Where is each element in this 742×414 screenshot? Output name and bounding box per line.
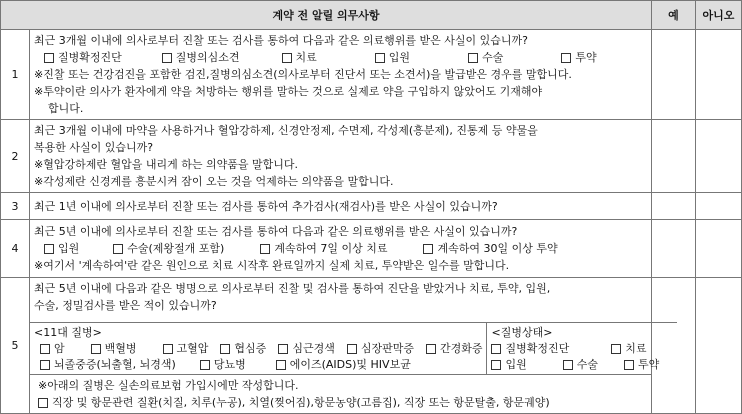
- yes-cell[interactable]: [652, 220, 696, 278]
- checkbox[interactable]: [163, 344, 173, 354]
- checkbox[interactable]: [220, 344, 230, 354]
- option-item[interactable]: 입원: [375, 49, 410, 66]
- option-item[interactable]: 암: [40, 341, 65, 357]
- option-item[interactable]: 치료: [282, 49, 317, 66]
- option-item[interactable]: 직장 및 항문관련 질환(치질, 치루(누공), 치열(찢어짐),항문농양(고름집), 직장 또는 항문탈출, 항문궤양): [38, 394, 550, 411]
- row-number: 2: [1, 120, 30, 193]
- option-item[interactable]: 질병확정진단: [491, 341, 569, 357]
- option-item[interactable]: 질병의심소견: [162, 49, 240, 66]
- note-text: ※여기서 '계속하여'란 같은 원인으로 치료 시작후 완료일까지 실제 치료, 투약받은 일수를 말합니다.: [34, 259, 510, 272]
- option-item[interactable]: 수술(제왕절개 포함): [113, 240, 224, 257]
- checkbox[interactable]: [38, 398, 48, 408]
- question-row-4: [1, 220, 742, 278]
- checkbox[interactable]: [347, 344, 357, 354]
- option-item[interactable]: 고혈압: [163, 341, 209, 357]
- checkbox[interactable]: [162, 53, 172, 63]
- checkbox[interactable]: [468, 53, 478, 63]
- question-row-2: [1, 120, 742, 193]
- option-list: [34, 49, 645, 66]
- checkbox[interactable]: [200, 360, 210, 370]
- question-cell: [30, 120, 652, 193]
- no-cell[interactable]: [696, 278, 742, 414]
- option-item[interactable]: 투약: [561, 49, 596, 66]
- question-cell: [30, 278, 660, 414]
- checkbox[interactable]: [276, 360, 286, 370]
- header-title: 계약 전 알릴 의무사항: [1, 1, 652, 30]
- checkbox[interactable]: [375, 53, 385, 63]
- question-cell: [30, 220, 652, 278]
- question-text: 최근 5년 이내에 의사로부터 진찰 또는 검사를 통하여 다음과 같은 의료행위를 받은 사실이 있습니까?: [34, 225, 518, 238]
- no-cell[interactable]: [696, 193, 742, 220]
- option-item[interactable]: 치료: [611, 341, 646, 357]
- option-item[interactable]: 심근경색: [278, 341, 335, 357]
- yes-cell[interactable]: [652, 193, 696, 220]
- checkbox[interactable]: [423, 244, 433, 254]
- checkbox[interactable]: [624, 360, 634, 370]
- checkbox[interactable]: [40, 344, 50, 354]
- yes-cell[interactable]: [652, 120, 696, 193]
- option-item[interactable]: 계속하여 30일 이상 투약: [423, 240, 557, 257]
- checkbox[interactable]: [561, 53, 571, 63]
- option-item[interactable]: 입원: [44, 240, 79, 257]
- option-item[interactable]: 에이즈(AIDS)및 HIV보균: [276, 357, 411, 373]
- question-text: 최근 3개월 이내에 마약을 사용하거나 혈압강하제, 신경안정제, 수면제, 각성제(흥분제), 진통제 등 약물을: [34, 124, 538, 137]
- option-item[interactable]: 계속하여 7일 이상 치료: [260, 240, 387, 257]
- note-text: ※투약이란 의사가 환자에게 약을 처방하는 행위를 말하는 것으로 실제로 약을 구입하지 않았어도 기재해야: [34, 85, 543, 98]
- option-item[interactable]: 수술: [563, 357, 598, 373]
- question-text: 복용한 사실이 있습니까?: [34, 141, 154, 154]
- option-item[interactable]: 질병확정진단: [44, 49, 122, 66]
- row-number: 1: [1, 30, 30, 120]
- option-item[interactable]: 간경화증: [426, 341, 483, 357]
- question-row-5: [1, 278, 742, 414]
- question-text: 최근 5년 이내에 다음과 같은 병명으로 의사로부터 진찰 및 검사를 통하여 진단을 받았거나 치료, 투약, 입원,: [34, 282, 551, 295]
- checkbox[interactable]: [44, 53, 54, 63]
- question-cell: [30, 30, 652, 120]
- checkbox[interactable]: [282, 53, 292, 63]
- question-row-3: [1, 193, 742, 220]
- note-text: ※혈압강하제란 혈압을 내리게 하는 의약품을 말합니다.: [34, 158, 298, 171]
- option-item[interactable]: 백혈병: [91, 341, 137, 357]
- row-number: 3: [1, 193, 30, 220]
- checkbox[interactable]: [44, 244, 54, 254]
- option-item[interactable]: 뇌졸중증(뇌출혈, 뇌경색): [40, 357, 176, 373]
- checkbox[interactable]: [260, 244, 270, 254]
- row-number: 5: [1, 278, 30, 414]
- note-text: 합니다.: [48, 102, 84, 115]
- question-cell: [30, 193, 652, 220]
- checkbox[interactable]: [113, 244, 123, 254]
- no-cell[interactable]: [696, 120, 742, 193]
- checkbox[interactable]: [91, 344, 101, 354]
- checkbox[interactable]: [491, 344, 501, 354]
- header-yes: 예: [652, 1, 696, 30]
- question-text: 최근 3개월 이내에 의사로부터 진찰 또는 검사를 통하여 다음과 같은 의료행위를 받은 사실이 있습니까?: [34, 34, 528, 47]
- question-row-1: [1, 30, 742, 120]
- question-text: 수술, 정밀검사를 받은 적이 있습니까?: [34, 299, 217, 312]
- checkbox[interactable]: [278, 344, 288, 354]
- checkbox[interactable]: [563, 360, 573, 370]
- option-item[interactable]: 협심증: [220, 341, 266, 357]
- option-item[interactable]: 투약: [624, 357, 659, 373]
- checkbox[interactable]: [611, 344, 621, 354]
- header-row: [1, 1, 742, 30]
- checkbox[interactable]: [491, 360, 501, 370]
- note-text: ※아래의 질병은 실손의료보험 가입시에만 작성합니다.: [38, 379, 299, 392]
- no-cell[interactable]: [696, 30, 742, 120]
- status-title: <질병상태>: [491, 326, 553, 339]
- question-text: 최근 1년 이내에 의사로부터 진찰 또는 검사를 통하여 추가검사(재검사)를 받은 사실이 있습니까?: [34, 199, 498, 213]
- disease-list: [30, 322, 487, 374]
- option-item[interactable]: 수술: [468, 49, 503, 66]
- option-item[interactable]: 당뇨병: [200, 357, 246, 373]
- option-item[interactable]: 심장판막증: [347, 341, 414, 357]
- disease-title: <11대 질병>: [34, 326, 102, 339]
- status-list: [487, 322, 677, 374]
- note-text: ※각성제란 신경계를 흥분시켜 잠이 오는 것을 억제하는 의약품을 말합니다.: [34, 175, 394, 188]
- row-number: 4: [1, 220, 30, 278]
- checkbox[interactable]: [40, 360, 50, 370]
- option-item[interactable]: 입원: [491, 357, 526, 373]
- checkbox[interactable]: [426, 344, 436, 354]
- header-no: 아니오: [696, 1, 742, 30]
- yes-cell[interactable]: [652, 30, 696, 120]
- note-text: ※진찰 또는 건강검진을 포함한 검진,질병의심소견(의사로부터 진단서 또는 소견서)을 발급받은 경우를 말합니다.: [34, 68, 572, 81]
- no-cell[interactable]: [696, 220, 742, 278]
- option-list: [34, 240, 645, 257]
